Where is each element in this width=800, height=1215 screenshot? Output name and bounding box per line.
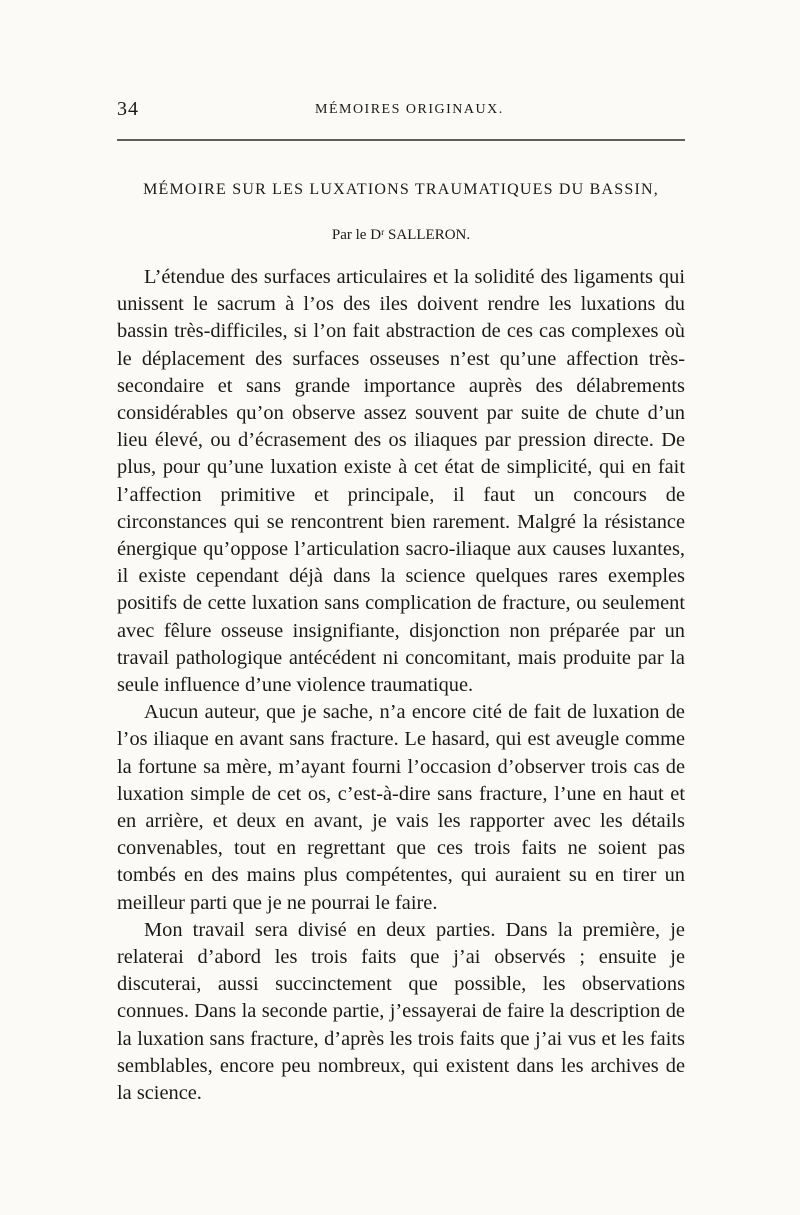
header-rule xyxy=(117,139,685,141)
article-byline: Par le Dʳ SALLERON. xyxy=(331,227,471,243)
paragraph: Mon travail sera divisé en deux parties. Dans la première, je relaterai d’abord les trois faits que j’ai observés ; ensuite je discuterai, aussi succinctement que possible, les observations connues. Dans la seconde partie, j’essayerai de faire la description de la luxation sans fracture, d’après les trois faits que j’ai vus et les faits semblables, encore peu nombreux, qui existent dans les archives de la science. xyxy=(117,918,685,1105)
paragraph: Aucun auteur, que je sache, n’a encore cité de fait de luxation de l’os iliaque en avant sans fracture. Le hasard, qui est aveugle comme la fortune sa mère, m’ayant fourni l’occasion d’observer trois cas de luxation simple de cet os, c’est-à-dire sans fracture, l’une en haut et en arrière, et deux en avant, je vais les rapporter avec les détails convenables, tout en regrettant que ces trois faits ne soient pas tombés en des mains plus compétentes, qui auraient su en tirer un meilleur parti que je ne pourrai le faire. xyxy=(117,701,685,914)
article-body xyxy=(117,264,685,1107)
paragraph: L’étendue des surfaces articulaires et la solidité des ligaments qui unissent le sacrum à l’os des iles doivent rendre les luxations du bassin très-difficiles, si l’on fait abstraction de ces cas complexes où le déplacement des surfaces osseuses n’est qu’une affection très-secondaire et sans grande importance auprès des délabrements considérables qu’on observe assez souvent par suite de chute d’un lieu élevé, ou d’écrasement des os iliaques par pression directe. De plus, pour qu’une luxation existe à cet état de simplicité, qui en fait l’affection primitive et principale, il faut un concours de circonstances qui se rencontrent bien rarement. Malgré la résistance énergique qu’oppose l’articulation sacro-iliaque aux causes luxantes, il existe cependant déjà dans la science quelques rares exemples positifs de cette luxation sans complication de fracture, ou seulement avec fêlure osseuse insignifiante, disjonction non préparée par un travail pathologique antécédent ni concomitant, mais produite par la seule influence d’une violence traumatique. xyxy=(117,266,685,697)
page-number: 34 xyxy=(117,98,139,120)
running-title: MÉMOIRES ORIGINAUX. xyxy=(315,102,504,117)
running-head xyxy=(117,98,685,122)
article-title: MÉMOIRE SUR LES LUXATIONS TRAUMATIQUES DU BASSIN, xyxy=(143,181,659,198)
